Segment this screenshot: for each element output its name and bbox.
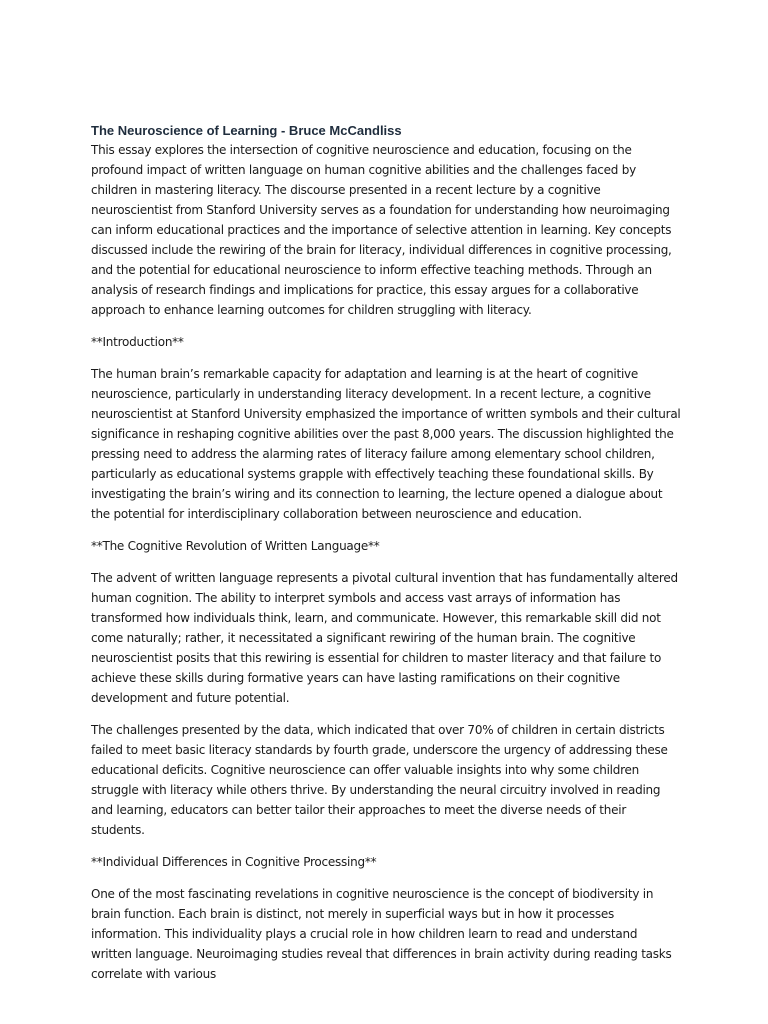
section-heading: **Introduction** [91,335,184,349]
document-title: The Neuroscience of Learning - Bruce McCandliss [91,123,402,138]
section-paragraph: The human brain’s remarkable capacity for adaptation and learning is at the heart of cognitive neuroscience, particularly in understanding literacy development. In a recent lecture, a cognitive neuroscientist at Stanford University emphasized the importance of written symbols and their cultural significance in reshaping cognitive abilities over the past 8,000 years. The discussion highlighted the pressing need to address the alarming rates of literacy failure among elementary school children, particularly as educational systems grapple with effectively teaching these foundational skills. By investigating the brain’s wiring and its connection to learning, the lecture opened a dialogue about the potential for interdisciplinary collaboration between neuroscience and education. [91,367,681,521]
section-paragraph: The advent of written language represents a pivotal cultural invention that has fundamentally altered human cognition. The ability to interpret symbols and access vast arrays of information has transformed how individuals think, learn, and communicate. However, this remarkable skill did not come naturally; rather, it necessitated a significant rewiring of the human brain. The cognitive neuroscientist posits that this rewiring is essential for children to master literacy and that failure to achieve these skills during formative years can have lasting ramifications on their cognitive development and future potential. [91,571,678,705]
document-page [91,122,681,996]
section-paragraph: One of the most fascinating revelations in cognitive neuroscience is the concept of biodiversity in brain function. Each brain is distinct, not merely in superficial ways but in how it processes information. This individuality plays a crucial role in how children learn to read and understand written language. Neuroimaging studies reveal that differences in brain activity during reading tasks correlate with various [91,887,672,981]
section-paragraph: The challenges presented by the data, which indicated that over 70% of children in certain districts failed to meet basic literacy standards by fourth grade, underscore the urgency of addressing these educational deficits. Cognitive neuroscience can offer valuable insights into why some children struggle with literacy while others thrive. By understanding the neural circuitry involved in reading and learning, educators can better tailor their approaches to meet the diverse needs of their students. [91,723,668,837]
abstract-paragraph: This essay explores the intersection of cognitive neuroscience and education, focusing on the profound impact of written language on human cognitive abilities and the challenges faced by children in mastering literacy. The discourse presented in a recent lecture by a cognitive neuroscientist from Stanford University serves as a foundation for understanding how neuroimaging can inform educational practices and the importance of selective attention in learning. Key concepts discussed include the rewiring of the brain for literacy, individual differences in cognitive processing, and the potential for educational neuroscience to inform effective teaching methods. Through an analysis of research findings and implications for practice, this essay argues for a collaborative approach to enhance learning outcomes for children struggling with literacy. [91,143,672,317]
section-individual-differences [91,852,681,984]
section-heading: **The Cognitive Revolution of Written Language** [91,539,380,553]
section-cognitive-revolution [91,536,681,840]
section-introduction [91,332,681,524]
section-heading: **Individual Differences in Cognitive Processing** [91,855,377,869]
